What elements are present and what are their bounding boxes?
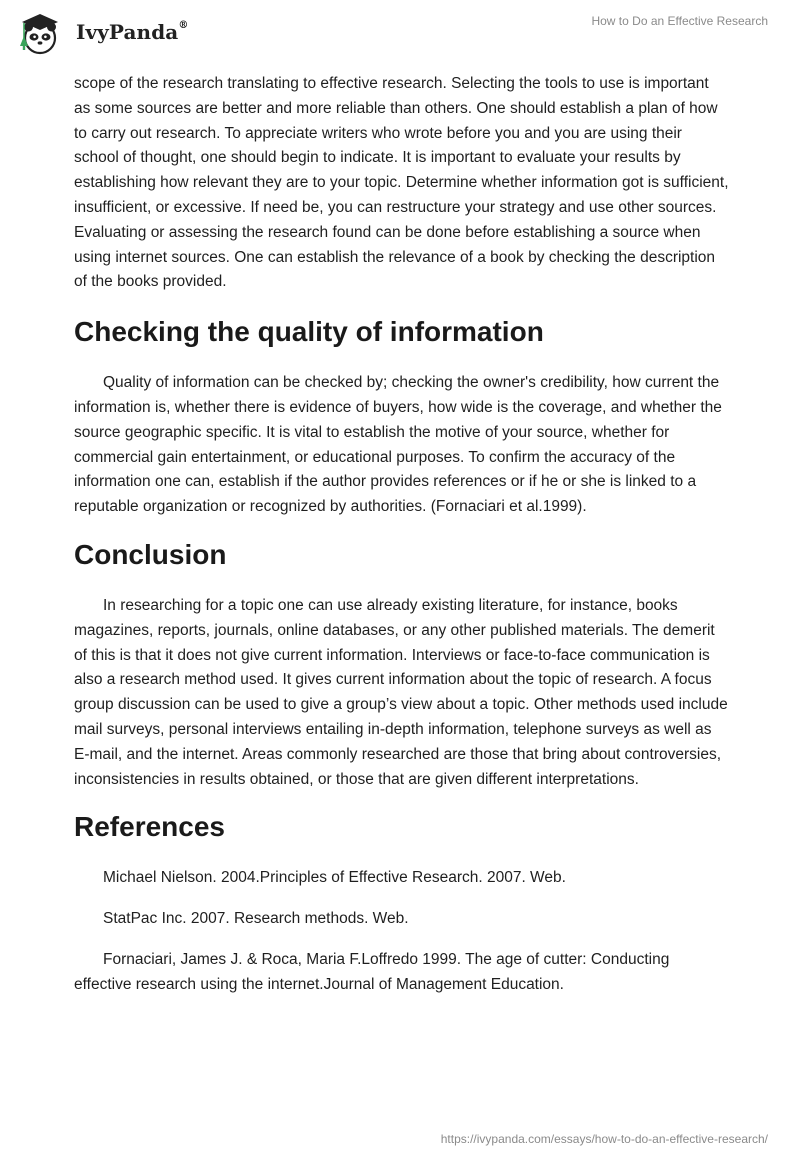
reference-item: Fornaciari, James J. & Roca, Maria F.Loffredo 1999. The age of cutter: Conducting effective research using the internet.Journal of Management Education.	[74, 950, 670, 993]
essay-content	[74, 72, 729, 1014]
section-heading-conclusion: Conclusion	[74, 538, 227, 570]
page-header	[0, 0, 800, 64]
references-list	[74, 866, 729, 997]
logo-text: IvyPanda®	[76, 20, 189, 44]
section-heading-quality: Checking the quality of information	[74, 316, 544, 348]
ivypanda-logo[interactable]	[14, 8, 188, 58]
document-title: How to Do an Effective Research	[591, 14, 768, 28]
conclusion-paragraph: In researching for a topic one can use already existing literature, for instance, books magazines, reports, journals, online databases, or any other published materials. The demerit of this is that it does not give current information. Interviews or face-to-face communication is also a research method used. It gives current information about the topic of research. A focus group discussion can be used to give a group’s view about a topic. Other methods used include mail surveys, personal interviews entailing in-depth information, telephone surveys as well as E-mail, and the internet. Areas commonly researched are those that bring about controversies, inconsistencies in results obtained, or those that are given different interpretations.	[74, 596, 728, 788]
intro-paragraph: scope of the research translating to effective research. Selecting the tools to use is important as some sources are better and more reliable than others. One should establish a plan of how to carry out research. To appreciate writers who wrote before you and you are using their school of thought, one should begin to indicate. It is important to evaluate your results by establishing how relevant they are to your topic. Determine whether information got is sufficient, insufficient, or excessive. If need be, you can restructure your strategy and use other sources. Evaluating or assessing the research found can be done before establishing a source when using internet sources. One can establish the relevance of a book by checking the description of the books provided.	[74, 75, 729, 291]
quality-paragraph: Quality of information can be checked by; checking the owner's credibility, how current the information is, whether there is evidence of buyers, how wide is the coverage, and whether the source geographic specific. It is vital to establish the motive of your source, whether for commercial gain entertainment, or educational purposes. To confirm the accuracy of the information one can, establish if the author provides references or if he or she is linked to a reputable organization or recognized by authorities. (Fornaciari et al.1999).	[74, 374, 722, 516]
reference-item: Michael Nielson. 2004.Principles of Effective Research. 2007. Web.	[103, 869, 566, 887]
reference-item: StatPac Inc. 2007. Research methods. Web.	[103, 910, 409, 928]
source-url[interactable]: https://ivypanda.com/essays/how-to-do-an-effective-research/	[440, 1132, 768, 1146]
panda-graduate-icon	[14, 8, 72, 58]
section-heading-references: References	[74, 811, 225, 843]
